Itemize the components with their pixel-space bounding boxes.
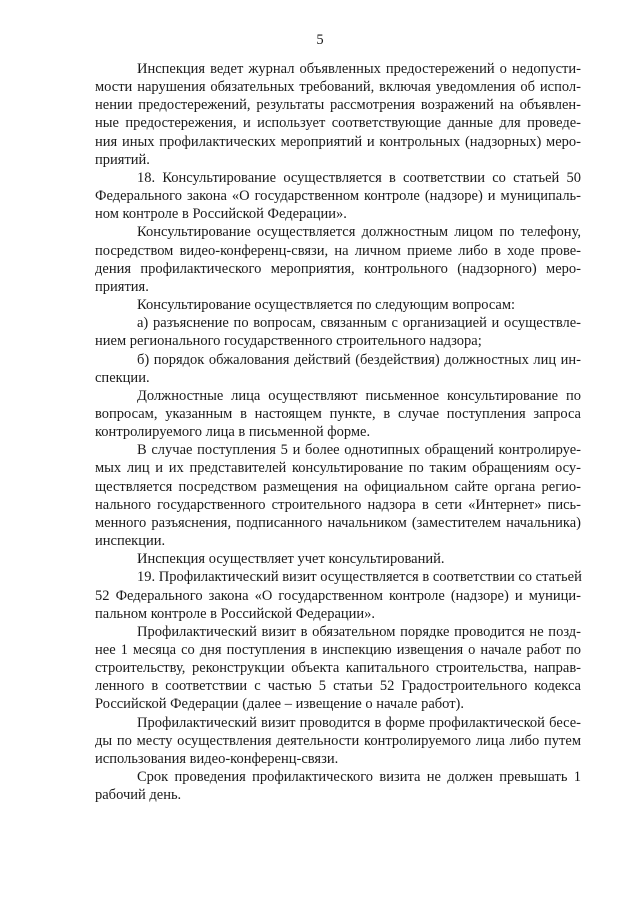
text-line: Консультирование осуществляется по следующим вопросам: xyxy=(137,297,516,314)
text-line: Профилактический визит проводится в форме профилактической бесе- xyxy=(137,714,581,731)
text-line: 18. Консультирование осуществляется в соответствии со статьей 50 xyxy=(137,169,581,186)
text-line: Российской Федерации (далее – извещение о начале работ). xyxy=(95,696,464,713)
text-line: инспекции. xyxy=(95,533,166,550)
text-line: ленного в соответствии с частью 5 статьи 52 Градостроительного кодекса xyxy=(95,678,581,695)
paragraph xyxy=(95,568,581,622)
text-line: мости нарушения обязательных требований, включая уведомления об испол- xyxy=(95,79,581,96)
text-line: менного разъяснения, подписанного начальником (заместителем начальника) xyxy=(95,514,581,531)
document-body xyxy=(95,60,581,804)
paragraph xyxy=(95,314,581,350)
text-line: Инспекция осуществляет учет консультирований. xyxy=(137,551,445,568)
text-line: приятия. xyxy=(95,278,149,295)
text-line: пальном контроле в Российской Федерации». xyxy=(95,605,376,622)
text-line: ществляется посредством размещения на официальном сайте органа регио- xyxy=(95,478,581,495)
paragraph xyxy=(95,60,581,169)
text-line: Должностные лица осуществляют письменное консультирование по xyxy=(137,387,581,404)
text-line: посредством видео-конференц-связи, на личном приеме либо в ходе прове- xyxy=(95,242,581,259)
text-line: нении предостережений, результаты рассмотрения возражений на объявлен- xyxy=(95,97,581,114)
paragraph xyxy=(95,623,581,714)
text-line: строительству, реконструкции объекта капитального строительства, направ- xyxy=(95,660,581,677)
paragraph xyxy=(95,441,581,550)
text-line: Инспекция ведет журнал объявленных предостережений о недопусти- xyxy=(137,61,581,77)
text-line: приятий. xyxy=(95,151,150,168)
paragraph xyxy=(95,351,581,387)
text-line: использования видео-конференц-связи. xyxy=(95,750,339,767)
text-line: Срок проведения профилактического визита не должен превышать 1 xyxy=(137,769,581,786)
paragraph xyxy=(95,550,581,568)
text-line: Профилактический визит в обязательном порядке проводится не позд- xyxy=(137,623,581,640)
text-line: вопросам, указанным в настоящем пункте, в случае поступления запроса xyxy=(95,405,581,422)
text-line: 19. Профилактический визит осуществляется в соответствии со статьей xyxy=(137,569,582,586)
text-line: дения профилактического мероприятия, контрольного (надзорного) меро- xyxy=(95,260,581,277)
text-line: ные предостережения, и использует соответствующие данные для проведе- xyxy=(95,115,581,132)
text-line: Федерального закона «О государственном контроле (надзоре) и муниципаль- xyxy=(95,188,581,205)
text-line: спекции. xyxy=(95,369,150,386)
text-line: рабочий день. xyxy=(95,787,182,804)
paragraph xyxy=(95,296,581,314)
page-number: 5 xyxy=(316,32,324,48)
text-line: нального государственного строительного надзора в сети «Интернет» пись- xyxy=(95,496,581,513)
text-line: 52 Федерального закона «О государственном контроле (надзоре) и муници- xyxy=(95,587,581,604)
text-line: ном контроле в Российской Федерации». xyxy=(95,206,347,223)
text-line: а) разъяснение по вопросам, связанным с организацией и осуществле- xyxy=(137,315,581,332)
paragraph xyxy=(95,387,581,441)
text-line: ды по месту осуществления деятельности контролируемого лица либо путем xyxy=(95,732,581,749)
text-line: нием регионального государственного строительного надзора; xyxy=(95,333,482,350)
text-line: Консультирование осуществляется должностным лицом по телефону, xyxy=(137,224,581,241)
text-line: нее 1 месяца со дня поступления в инспекцию извещения о начале работ по xyxy=(95,642,581,658)
text-line: мых лиц и их представителей консультирование по таким обращениям осу- xyxy=(95,460,581,477)
text-line: ния иных профилактических мероприятий и контрольных (надзорных) меро- xyxy=(95,133,581,150)
paragraph xyxy=(95,223,581,296)
paragraph xyxy=(95,169,581,223)
paragraph xyxy=(95,768,581,804)
text-line: контролируемого лица в письменной форме. xyxy=(95,424,371,441)
text-line: В случае поступления 5 и более однотипных обращений контролируе- xyxy=(137,442,581,459)
paragraph xyxy=(95,714,581,768)
text-line: б) порядок обжалования действий (бездействия) должностных лиц ин- xyxy=(137,351,581,368)
